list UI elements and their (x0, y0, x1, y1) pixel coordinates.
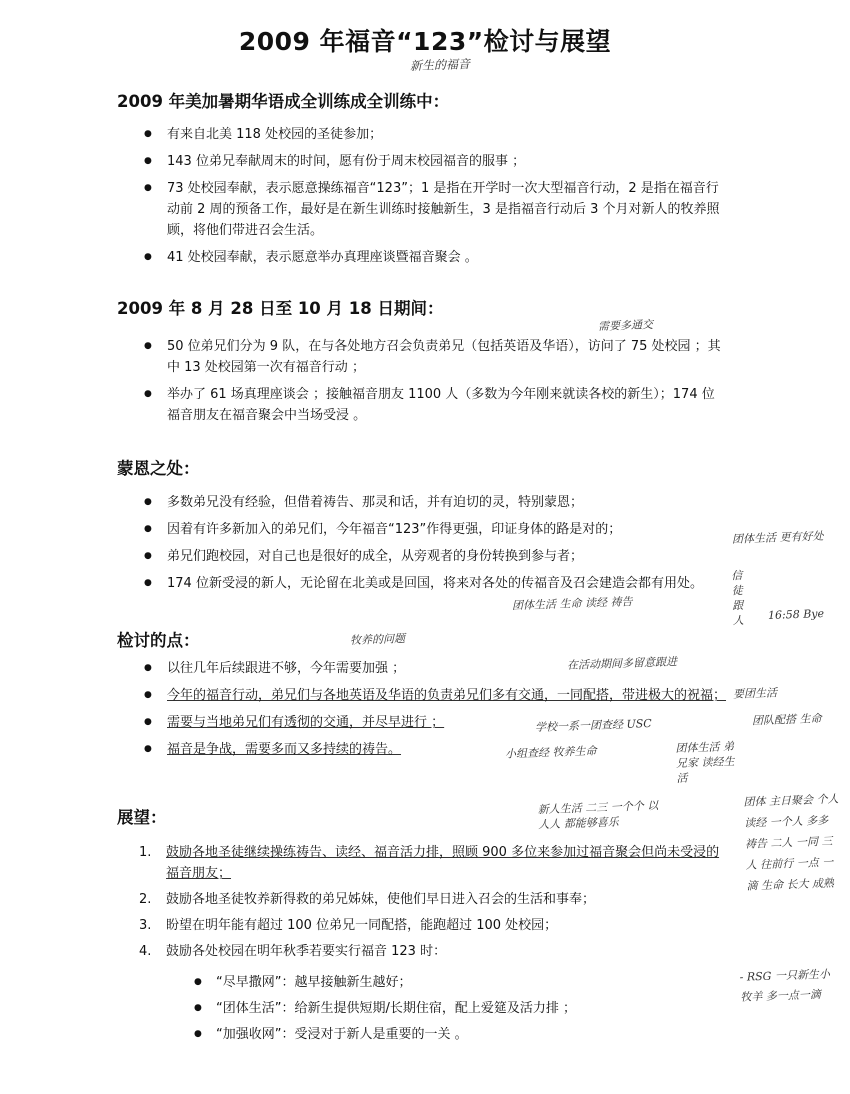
item-text: 盼望在明年能有超过 100 位弟兄一同配搭，能跑超过 100 处校园； (166, 918, 558, 933)
handwritten-note-11: 团体生活 弟兄家 读经生活 (675, 740, 735, 786)
list-item: ● 以往几年后续跟进不够，今年需要加强 ； (167, 658, 727, 679)
handwritten-note-14: 团体 主日聚会 个人 读经 一个人 多多 祷告 二人 一同 三人 往前行 一点 一滴 生命 长大 成熟 (743, 792, 839, 893)
period-list (167, 336, 727, 432)
handwritten-note-1: 需要多通交 (597, 318, 654, 333)
list-item: ● 福音是争战，需要多而又多持续的祷告。 (167, 739, 727, 760)
handwritten-note-top: 新生的福音 (409, 56, 471, 74)
grace-list (167, 492, 727, 600)
section-heading-review: 检讨的点： (117, 631, 200, 650)
item-number: 3. (139, 918, 152, 933)
handwritten-note-13: 新人生活 二三 一个个 以人人 都能够喜乐 (537, 799, 659, 832)
section-heading-training: 2009 年美加暑期华语成全训练成全训练中： (117, 92, 450, 111)
list-item: ● “加强收网”：受浸对于新人是重要的一关 。 (216, 1024, 696, 1045)
list-item: ● 因着有许多新加入的弟兄们，今年福音“123”作得更强，印证身体的路是对的； (167, 519, 727, 540)
item-text: 鼓励各处校园在明年秋季若要实行福音 123 时： (166, 944, 447, 959)
handwritten-note-6: 牧养的问题 (349, 632, 406, 647)
handwritten-note-7: 在活动期间多留意跟进 (566, 655, 678, 672)
list-item: ● 需要与当地弟兄们有透彻的交通，并尽早进行 ； (167, 712, 727, 733)
training-list (167, 124, 727, 274)
handwritten-note-8: 要团生活 (732, 686, 778, 701)
handwritten-note-12: 团队配搭 生命 (751, 711, 822, 728)
page-title: 2009 年福音“123”检讨与展望 (238, 27, 612, 56)
list-item (139, 842, 726, 884)
list-item: ● 弟兄们跑校园，对自己也是很好的成全，从旁观者的身份转换到参与者； (167, 546, 727, 567)
list-item: ● 41 处校园奉献，表示愿意举办真理座谈暨福音聚会 。 (167, 247, 727, 268)
list-item (139, 889, 726, 910)
item-number: 1. (139, 845, 152, 860)
review-list (167, 658, 727, 766)
list-item: ● 今年的福音行动，弟兄们与各地英语及华语的负责弟兄们多有交通，一同配搭，带进极大的祝福； (167, 685, 727, 706)
list-item (139, 941, 726, 962)
section-heading-outlook: 展望： (117, 808, 167, 827)
list-item: ● 50 位弟兄们分为 9 队，在与各处地方召会负责弟兄（包括英语及华语），访问了 75 处校园 ；其中 13 处校园第一次有福音行动 ； (167, 336, 727, 378)
handwritten-note-2: 团体生活 更有好处 (731, 529, 824, 546)
item-number: 2. (139, 892, 152, 907)
handwritten-note-4: 16:58 Bye (767, 607, 825, 622)
list-item: ● 举办了 61 场真理座谈会 ；接触福音朋友 1100 人（多数为今年刚来就读各校的新生）；174 位福音朋友在福音聚会中当场受浸 。 (167, 384, 727, 426)
outlook-sublist (216, 972, 696, 1050)
list-item: ● 多数弟兄没有经验，但借着祷告、那灵和话，并有迫切的灵，特别蒙恩； (167, 492, 727, 513)
handwritten-note-15: - RSG 一只新生小牧羊 多一点一滴 (739, 967, 831, 1004)
outlook-list (139, 842, 726, 967)
section-heading-period: 2009 年 8 月 28 日至 10 月 18 日期间： (117, 299, 444, 318)
handwritten-note-10: 小组查经 牧养生命 (504, 744, 597, 761)
list-item: ● “尽早撒网”：越早接触新生越好； (216, 972, 696, 993)
handwritten-note-3: 信徒跟人 (730, 568, 745, 628)
item-text: 鼓励各地圣徒继续操练祷告、读经、福音活力排，照顾 900 多位来参加过福音聚会但尚未受浸的福音朋友； (166, 845, 720, 881)
list-item (139, 915, 726, 936)
section-heading-grace: 蒙恩之处： (117, 459, 200, 478)
list-item: ● 143 位弟兄奉献周末的时间，愿有份于周末校园福音的服事 ； (167, 151, 727, 172)
item-text: 鼓励各地圣徒牧养新得救的弟兄姊妹，使他们早日进入召会的生活和事奉； (166, 892, 596, 907)
handwritten-note-5: 团体生活 生命 读经 祷告 (511, 595, 633, 613)
list-item: ● 73 处校园奉献，表示愿意操练福音“123”；1 是指在开学时一次大型福音行动，2 是指在福音行动前 2 周的预备工作，最好是在新生训练时接触新生，3 是指福音行动后 3 个月对新人的牧养照顾，将他们带进召会生活。 (167, 178, 727, 241)
item-number: 4. (139, 944, 152, 959)
handwritten-note-9: 学校一系一团查经 USC (534, 716, 652, 735)
list-item: ● 有来自北美 118 处校园的圣徒参加； (167, 124, 727, 145)
list-item: ● “团体生活”：给新生提供短期/长期住宿，配上爱筵及活力排 ； (216, 998, 696, 1019)
list-item: ● 174 位新受浸的新人，无论留在北美或是回国，将来对各处的传福音及召会建造会都有用处。 (167, 573, 727, 594)
